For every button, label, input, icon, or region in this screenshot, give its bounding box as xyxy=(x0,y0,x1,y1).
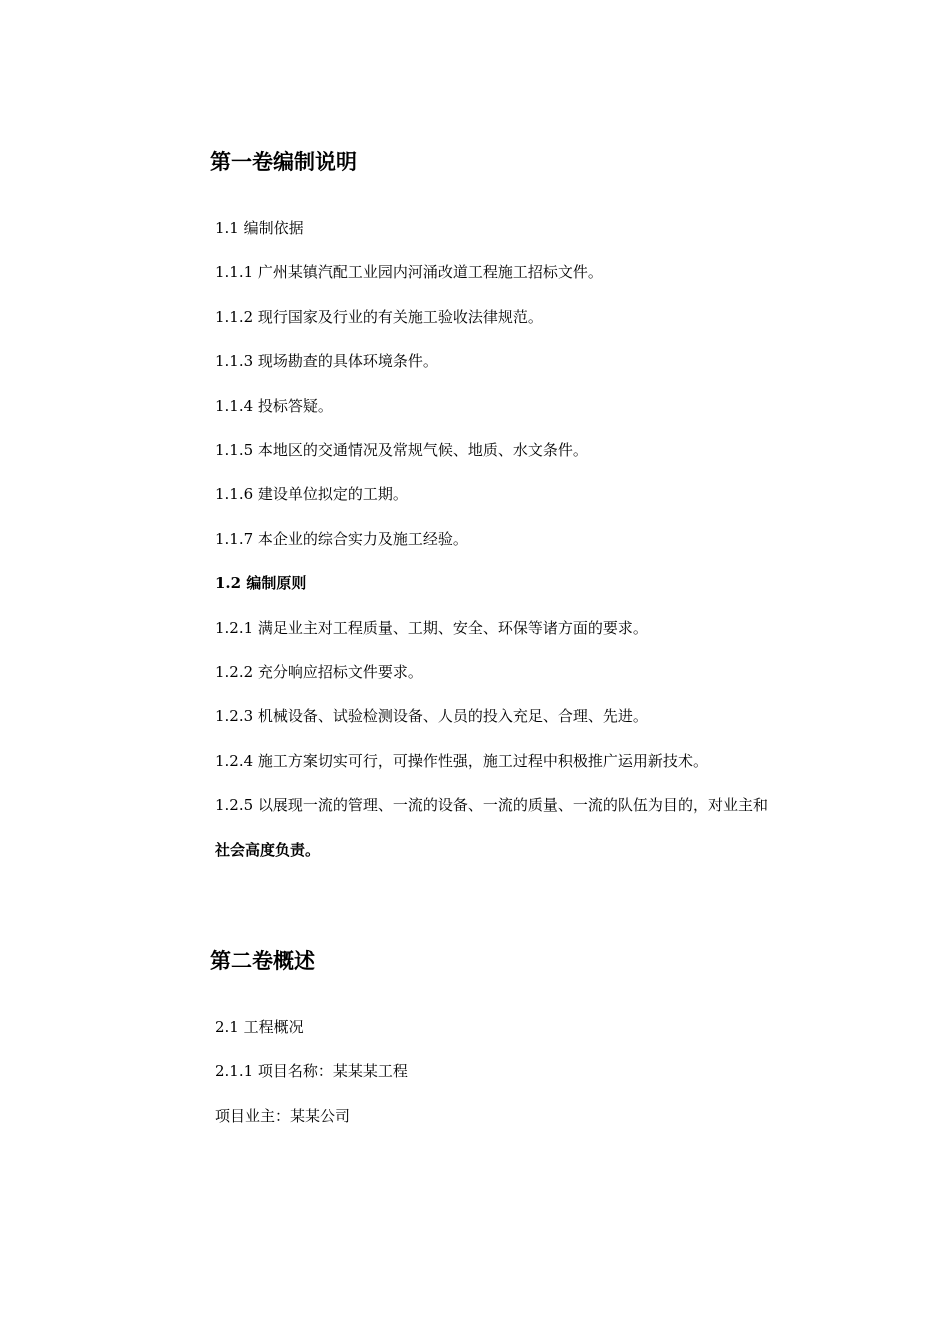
overview-heading: 2.1 工程概况 xyxy=(215,1018,304,1036)
basis-item: 1.1.3 现场勘查的具体环境条件。 xyxy=(215,352,438,370)
overview-item: 项目业主：某某公司 xyxy=(215,1107,351,1125)
section-2-title: 第二卷概述 xyxy=(210,949,315,973)
basis-item: 1.1.5 本地区的交通情况及常规气候、地质、水文条件。 xyxy=(215,441,588,459)
basis-item: 1.1.6 建设单位拟定的工期。 xyxy=(215,485,408,503)
basis-heading: 1.1 编制依据 xyxy=(215,219,304,237)
basis-item: 1.1.4 投标答疑。 xyxy=(215,397,333,415)
principles-heading: 1.2 编制原则 xyxy=(215,574,307,592)
basis-item: 1.1.1 广州某镇汽配工业园内河涌改道工程施工招标文件。 xyxy=(215,263,603,281)
basis-item: 1.1.2 现行国家及行业的有关施工验收法律规范。 xyxy=(215,308,543,326)
principles-item: 1.2.2 充分响应招标文件要求。 xyxy=(215,663,423,681)
basis-item: 1.1.7 本企业的综合实力及施工经验。 xyxy=(215,530,468,548)
overview-item: 2.1.1 项目名称：某某某工程 xyxy=(215,1062,408,1080)
principles-item: 1.2.1 满足业主对工程质量、工期、安全、环保等诸方面的要求。 xyxy=(215,619,648,637)
principles-continuation: 社会高度负责。 xyxy=(215,841,321,859)
principles-item: 1.2.5 以展现一流的管理、一流的设备、一流的质量、一流的队伍为目的，对业主和 xyxy=(215,796,768,814)
principles-item: 1.2.4 施工方案切实可行，可操作性强，施工过程中积极推广运用新技术。 xyxy=(215,752,708,770)
principles-item: 1.2.3 机械设备、试验检测设备、人员的投入充足、合理、先进。 xyxy=(215,707,648,725)
section-1-title: 第一卷编制说明 xyxy=(210,150,357,174)
